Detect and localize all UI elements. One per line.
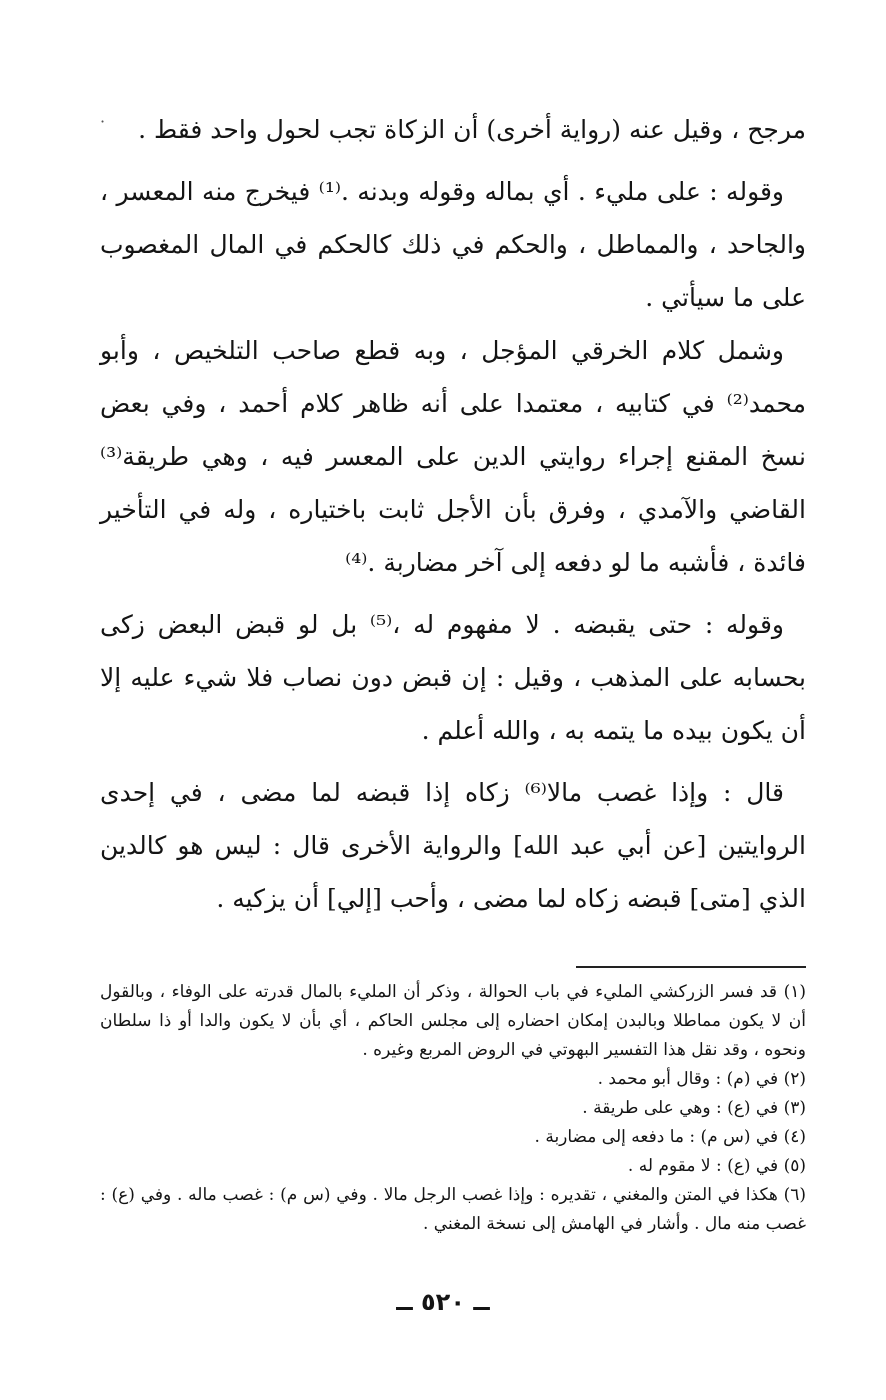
footnote: (١) قد فسر الزركشي المليء في باب الحوالة ، وذكر أن المليء بالمال قدرته على الوفاء ، وبالقول أن لا يكون مماطلا وبالبدن إمكان احضاره إلى مجلس الحاكم ، أي بأن لا يكون والدا أو ذا سلطان ونحوه ، وقد نقل هذا التفسير البهوتي في الروض المربع وغيره .	[100, 982, 806, 1060]
paragraph: وقوله : حتى يقبضه . لا مفهوم له ،⁽⁵⁾ بل لو قبض البعض زكى بحسابه على المذهب ، وقيل : إن قبض دون نصاب فلا شيء عليه إلا أن يكون بيده ما يتمه به ، والله أعلم .	[100, 610, 806, 745]
paragraph: وشمل كلام الخرقي المؤجل ، وبه قطع صاحب التلخيص ، وأبو محمد⁽²⁾ في كتابيه ، معتمدا على أنه ظاهر كلام أحمد ، وفي بعض نسخ المقنع إجراء روايتي الدين على المعسر فيه ، وهي طريقة⁽³⁾ القاضي والآمدي ، وفرق بأن الأجل ثابت باختياره ، وله في التأخير فائدة ، فأشبه ما لو دفعه إلى آخر مضاربة .⁽⁴⁾	[100, 336, 806, 577]
stray-mark: ·	[100, 112, 106, 131]
footnote-divider	[576, 966, 806, 968]
footnote: (٤) في (س م) : ما دفعه إلى مضاربة .	[534, 1127, 806, 1147]
footnotes	[100, 978, 806, 1239]
paragraph: مرجح ، وقيل عنه (رواية أخرى) أن الزكاة تجب لحول واحد فقط .	[138, 115, 806, 144]
paragraph: وقوله : على مليء . أي بماله وقوله وبدنه .⁽¹⁾ فيخرج منه المعسر ، والجاحد ، والمماطل ، والحكم في ذلك كالحكم في المال المغصوب على ما سيأتي .	[100, 177, 806, 312]
paragraph: قال : وإذا غصب مالا⁽⁶⁾ زكاه إذا قبضه لما مضى ، في إحدى الروايتين [عن أبي عبد الله] والرواية الأخرى قال : ليس هو كالدين الذي [متى] قبضه زكاه لما مضى ، وأحب [إلي] أن يزكيه .	[100, 778, 806, 913]
footnote: (٣) في (ع) : وهي على طريقة .	[582, 1098, 806, 1118]
page-number: ــ ٥٢٠ ــ	[396, 1288, 490, 1316]
footnote: (٥) في (ع) : لا مقوم له .	[627, 1156, 806, 1176]
footnote: (٦) هكذا في المتن والمغني ، تقديره : وإذا غصب الرجل مالا . وفي (س م) : غصب ماله . وفي (ع) : غصب منه مال . وأشار في الهامش إلى نسخة المغني .	[100, 1185, 806, 1234]
main-text	[100, 103, 806, 925]
footnote: (٢) في (م) : وقال أبو محمد .	[597, 1069, 806, 1089]
